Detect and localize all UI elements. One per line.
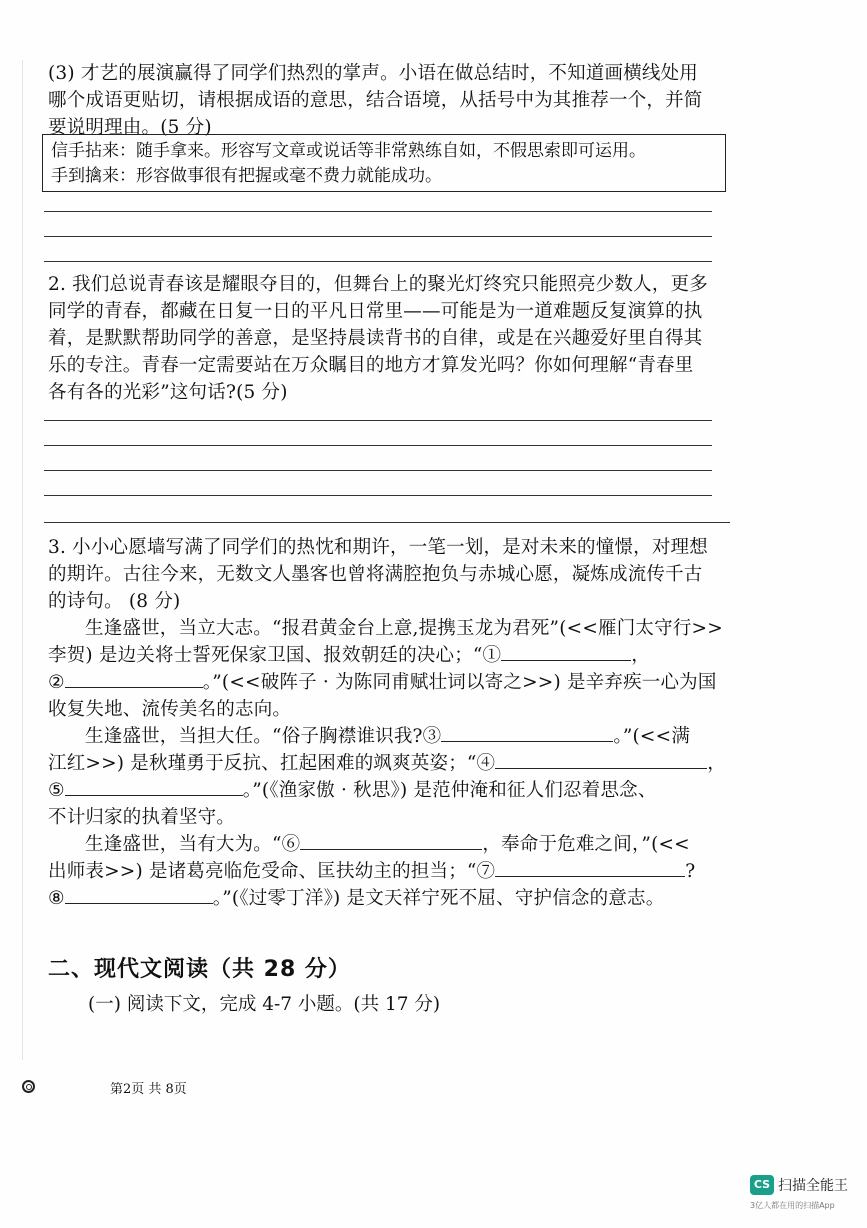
question-3-part [48, 60, 738, 141]
blank-8[interactable] [65, 885, 213, 904]
poem-line: 出师表>>) 是诸葛亮临危受命、匡扶幼主的担当；“⑦ ? [48, 858, 738, 885]
poem-line: ⑤ 。”(《渔家傲 · 秋思》) 是范仲淹和征人们忍着思念、 [48, 777, 738, 804]
blank-3[interactable] [441, 723, 613, 742]
question-text: 的诗句。 (8 分) [48, 591, 181, 612]
poem-line: 李贺) 是边关将士誓死保家卫国、报效朝廷的决心；“① ， [48, 642, 738, 669]
question-text: 同学的青春，都藏在日复一日的平凡日常里——可能是为一道难题反复演算的执 [48, 301, 703, 322]
question-text: 各有各的光彩”这句话?(5 分) [48, 382, 288, 403]
answer-line[interactable] [44, 495, 712, 496]
camscanner-logo-icon: CS [750, 1175, 774, 1195]
poem-line: 收复失地、流传美名的志向。 [48, 699, 292, 720]
idiom-definition: 信手拈来：随手拿来。形容写文章或说话等非常熟练自如，不假思索即可运用。 [51, 141, 646, 161]
poem-line: 江红>>) 是秋瑾勇于反抗、扛起困难的飒爽英姿；“④ ， [48, 750, 738, 777]
watermark-app-name: 扫描全能王 [778, 1178, 848, 1194]
question-text: 着，是默默帮助同学的善意，是坚持晨读背书的自律，或是在兴趣爱好里自得其 [48, 328, 703, 349]
poem-paragraph-2: 生逢盛世，当担大任。“俗子胸襟谁识我?③ 。”(<<满 [48, 723, 738, 750]
watermark-tagline: 3亿人都在用的扫描App [750, 1201, 835, 1210]
question-text: 要说明理由。(5 分) [48, 117, 212, 138]
question-text: 哪个成语更贴切，请根据成语的意思，结合语境，从括号中为其推荐一个，并简 [48, 90, 703, 111]
question-text: 乐的专注。青春一定需要站在万众瞩目的地方才算发光吗？你如何理解“青春里 [48, 355, 694, 376]
section-heading: 二、现代文阅读（共 28 分） [48, 957, 351, 982]
page-edge-shadow [22, 60, 23, 1060]
idiom-definition-box [42, 134, 726, 192]
question-text: 3. 小小心愿墙写满了同学们的热忱和期许，一笔一划，是对未来的憧憬，对理想 [48, 537, 708, 558]
answer-line[interactable] [44, 522, 730, 523]
poem-line: ⑧ 。”(《过零丁洋》) 是文天祥宁死不屈、守护信念的意志。 [48, 885, 738, 912]
answer-line[interactable] [44, 445, 712, 446]
question-text: (3) 才艺的展演赢得了同学们热烈的掌声。小语在做总结时，不知道画横线处用 [48, 63, 698, 84]
answer-line[interactable] [44, 470, 712, 471]
answer-line[interactable] [44, 211, 712, 212]
blank-7[interactable] [495, 858, 685, 877]
blank-1[interactable] [501, 642, 631, 661]
question-text: 2. 我们总说青春该是耀眼夺目的，但舞台上的聚光灯终究只能照亮少数人，更多 [48, 274, 708, 295]
blank-5[interactable] [65, 777, 243, 796]
binding-hole-icon [22, 1080, 35, 1093]
blank-2[interactable] [65, 669, 203, 688]
question-text: 的期许。古往今来，无数文人墨客也曾将满腔抱负与赤城心愿，凝炼成流传千古 [48, 564, 703, 585]
idiom-definition: 手到擒来：形容做事很有把握或毫不费力就能成功。 [51, 166, 442, 186]
answer-line[interactable] [44, 261, 712, 262]
poem-paragraph-1: 生逢盛世，当立大志。“报君黄金台上意,提携玉龙为君死”(<<雁门太守行>> [85, 618, 723, 639]
answer-line[interactable] [44, 420, 712, 421]
blank-6[interactable] [300, 831, 482, 850]
page-number: 第2页 共 8页 [110, 1082, 187, 1097]
question-3 [48, 534, 738, 912]
subsection-heading: (一) 阅读下文，完成 4-7 小题。(共 17 分) [88, 994, 441, 1015]
question-2 [48, 271, 738, 406]
poem-line: ② 。”(<<破阵子 · 为陈同甫赋壮词以寄之>>) 是辛弃疾一心为国 [48, 669, 738, 696]
poem-paragraph-3: 生逢盛世，当有大为。“⑥ ，奉命于危难之间，”(<< [48, 831, 738, 858]
scanner-watermark [742, 1172, 862, 1222]
blank-4[interactable] [495, 750, 707, 769]
answer-line[interactable] [44, 236, 712, 237]
poem-line: 不计归家的执着坚守。 [48, 807, 236, 828]
